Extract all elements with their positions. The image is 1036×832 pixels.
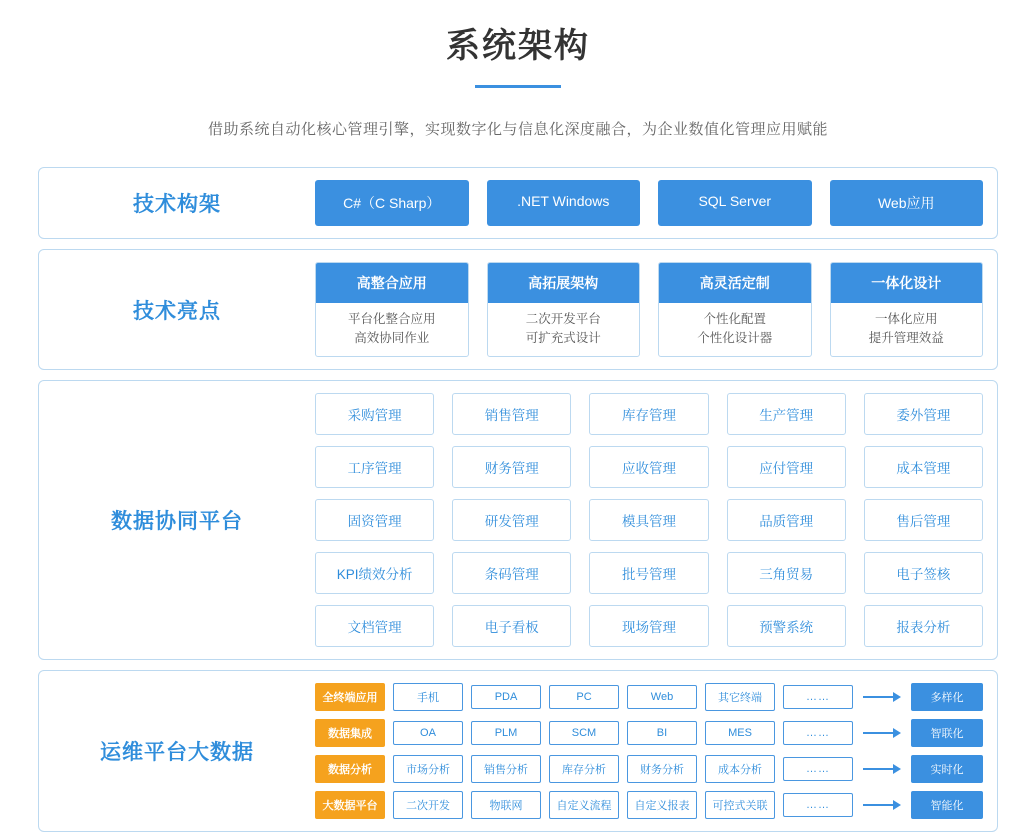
arrow-right-icon <box>861 727 903 739</box>
highlight-card-title: 高灵活定制 <box>659 263 811 303</box>
section-data-platform-label: 数据协同平台 <box>111 510 243 533</box>
section-bigdata-ops <box>38 670 998 832</box>
title-underline <box>475 85 561 88</box>
section-data-platform <box>38 380 998 660</box>
tech-chip[interactable]: Web应用 <box>830 180 984 226</box>
bigdata-cell[interactable]: 库存分析 <box>549 755 619 783</box>
architecture-sections <box>38 167 998 832</box>
bigdata-cell[interactable]: …… <box>783 793 853 817</box>
bigdata-cell[interactable]: …… <box>783 757 853 781</box>
bigdata-cell[interactable]: 成本分析 <box>705 755 775 783</box>
module-chip[interactable]: 库存管理 <box>589 393 708 435</box>
module-chip[interactable]: 财务管理 <box>452 446 571 488</box>
tech-chip[interactable]: C#（C Sharp） <box>315 180 469 226</box>
tech-chip[interactable]: SQL Server <box>658 180 812 226</box>
module-chip[interactable]: KPI绩效分析 <box>315 552 434 594</box>
highlight-card-lines <box>831 303 983 356</box>
module-chip[interactable]: 模具管理 <box>589 499 708 541</box>
section-tech-stack-body <box>315 168 997 238</box>
bigdata-cell[interactable]: 市场分析 <box>393 755 463 783</box>
bigdata-cell[interactable]: 销售分析 <box>471 755 541 783</box>
module-chip[interactable]: 电子看板 <box>452 605 571 647</box>
highlight-card-lines <box>659 303 811 356</box>
highlight-card-title: 高拓展架构 <box>488 263 640 303</box>
highlight-card-line: 个性化配置 <box>703 312 766 326</box>
bigdata-row-result[interactable]: 多样化 <box>911 683 983 711</box>
section-highlights-body <box>315 250 997 369</box>
bigdata-cell[interactable]: BI <box>627 721 697 745</box>
highlight-card-lines <box>488 303 640 356</box>
section-tech-stack <box>38 167 998 239</box>
section-bigdata-ops-body <box>315 671 997 831</box>
bigdata-rows <box>315 683 983 819</box>
highlight-card-line: 一体化应用 <box>874 312 938 326</box>
section-bigdata-ops-label: 运维平台大数据 <box>100 741 254 764</box>
bigdata-cell[interactable]: 手机 <box>393 683 463 711</box>
module-chip[interactable]: 现场管理 <box>589 605 708 647</box>
page-title: 系统架构 <box>446 27 590 65</box>
highlight-card-row <box>315 262 983 357</box>
highlight-card-line: 个性化设计器 <box>697 331 773 345</box>
bigdata-row-result[interactable]: 实时化 <box>911 755 983 783</box>
module-grid <box>315 393 983 647</box>
bigdata-cell[interactable]: 自定义流程 <box>549 791 619 819</box>
highlight-card-title: 高整合应用 <box>316 263 468 303</box>
bigdata-cell[interactable]: OA <box>393 721 463 745</box>
module-chip[interactable]: 批号管理 <box>589 552 708 594</box>
section-data-platform-body <box>315 381 997 659</box>
bigdata-cell[interactable]: 物联网 <box>471 791 541 819</box>
module-chip[interactable]: 电子签核 <box>864 552 983 594</box>
highlight-card-line: 可扩充式设计 <box>525 331 601 345</box>
highlight-card[interactable] <box>315 262 469 357</box>
section-highlights-label: 技术亮点 <box>133 299 221 323</box>
module-chip[interactable]: 三角贸易 <box>727 552 846 594</box>
bigdata-cell[interactable]: PC <box>549 685 619 709</box>
arrow-right-icon <box>861 799 903 811</box>
module-chip[interactable]: 售后管理 <box>864 499 983 541</box>
highlight-card-line: 高效协同作业 <box>354 331 430 345</box>
tech-chip[interactable]: .NET Windows <box>487 180 641 226</box>
highlight-card-line: 平台化整合应用 <box>347 312 436 326</box>
module-chip[interactable]: 研发管理 <box>452 499 571 541</box>
highlight-card[interactable] <box>487 262 641 357</box>
bigdata-cell[interactable]: Web <box>627 685 697 709</box>
module-chip[interactable]: 成本管理 <box>864 446 983 488</box>
highlight-card-line: 提升管理效益 <box>868 331 944 345</box>
module-chip[interactable]: 条码管理 <box>452 552 571 594</box>
bigdata-cell[interactable]: …… <box>783 721 853 745</box>
module-chip[interactable]: 应付管理 <box>727 446 846 488</box>
module-chip[interactable]: 应收管理 <box>589 446 708 488</box>
module-chip[interactable]: 固资管理 <box>315 499 434 541</box>
tech-chip-row <box>315 180 983 226</box>
bigdata-row <box>315 683 983 711</box>
bigdata-cell[interactable]: PLM <box>471 721 541 745</box>
arrow-right-icon <box>861 691 903 703</box>
module-chip[interactable]: 报表分析 <box>864 605 983 647</box>
bigdata-cell[interactable]: 财务分析 <box>627 755 697 783</box>
highlight-card[interactable] <box>658 262 812 357</box>
bigdata-row <box>315 755 983 783</box>
bigdata-row-label[interactable]: 全终端应用 <box>315 683 385 711</box>
highlight-card[interactable] <box>830 262 984 357</box>
section-tech-stack-label: 技术构架 <box>133 193 221 216</box>
bigdata-row <box>315 719 983 747</box>
page-subtitle: 借助系统自动化核心管理引擎，实现数字化与信息化深度融合，为企业数值化管理应用赋能 <box>207 121 828 138</box>
highlight-card-line: 二次开发平台 <box>525 312 601 326</box>
module-chip[interactable]: 工序管理 <box>315 446 434 488</box>
bigdata-cell[interactable]: SCM <box>549 721 619 745</box>
module-chip[interactable]: 预警系统 <box>727 605 846 647</box>
bigdata-cell[interactable]: MES <box>705 721 775 745</box>
bigdata-row-result[interactable]: 智能化 <box>911 791 983 819</box>
module-chip[interactable]: 品质管理 <box>727 499 846 541</box>
bigdata-row <box>315 791 983 819</box>
bigdata-row-label[interactable]: 大数据平台 <box>315 791 385 819</box>
bigdata-cell[interactable]: 二次开发 <box>393 791 463 819</box>
bigdata-row-result[interactable]: 智联化 <box>911 719 983 747</box>
highlight-card-title: 一体化设计 <box>831 263 983 303</box>
bigdata-row-label[interactable]: 数据分析 <box>315 755 385 783</box>
module-chip[interactable]: 销售管理 <box>452 393 571 435</box>
bigdata-cell[interactable]: 其它终端 <box>705 683 775 711</box>
module-chip[interactable]: 委外管理 <box>864 393 983 435</box>
module-chip[interactable]: 采购管理 <box>315 393 434 435</box>
section-highlights <box>38 249 998 370</box>
bigdata-cell[interactable]: 可控式关联 <box>705 791 775 819</box>
bigdata-cell[interactable]: 自定义报表 <box>627 791 697 819</box>
highlight-card-lines <box>316 303 468 356</box>
bigdata-cell[interactable]: PDA <box>471 685 541 709</box>
bigdata-cell[interactable]: …… <box>783 685 853 709</box>
bigdata-row-label[interactable]: 数据集成 <box>315 719 385 747</box>
module-chip[interactable]: 生产管理 <box>727 393 846 435</box>
module-chip[interactable]: 文档管理 <box>315 605 434 647</box>
arrow-right-icon <box>861 763 903 775</box>
